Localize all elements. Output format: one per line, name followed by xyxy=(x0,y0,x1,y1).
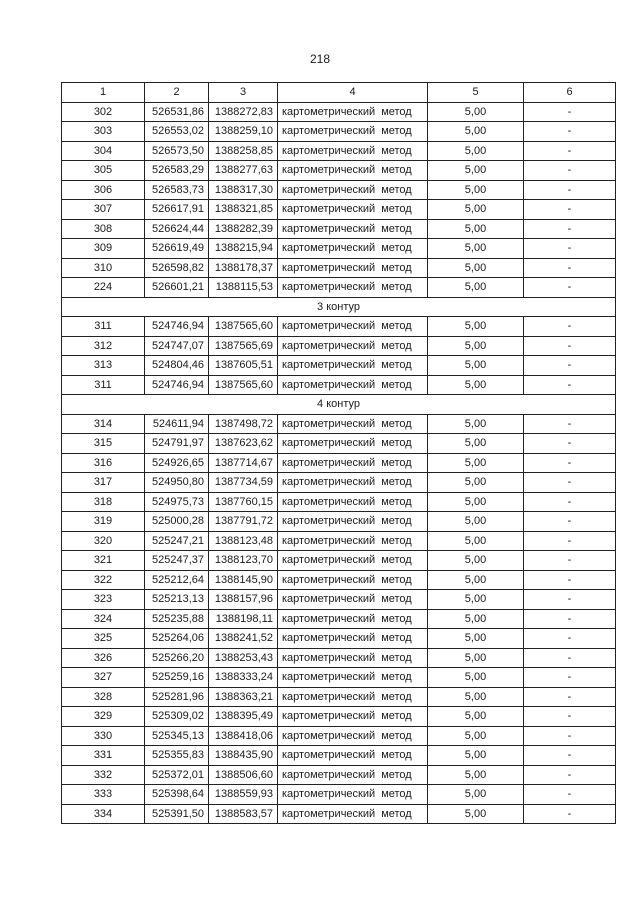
coord-x-cell: 526598,82 xyxy=(145,258,209,278)
note-cell: - xyxy=(524,492,616,512)
note-cell: - xyxy=(524,648,616,668)
point-number-cell: 322 xyxy=(62,570,145,590)
table-row xyxy=(62,122,616,142)
coordinates-table xyxy=(61,82,616,824)
coord-x-cell: 525259,16 xyxy=(145,668,209,688)
coord-y-cell: 1387605,51 xyxy=(209,356,278,376)
accuracy-cell: 5,00 xyxy=(428,765,524,785)
point-number-cell: 330 xyxy=(62,726,145,746)
note-cell: - xyxy=(524,141,616,161)
accuracy-cell: 5,00 xyxy=(428,258,524,278)
table-row xyxy=(62,317,616,337)
coord-x-cell: 525355,83 xyxy=(145,746,209,766)
accuracy-cell: 5,00 xyxy=(428,492,524,512)
coord-x-cell: 524611,94 xyxy=(145,414,209,434)
note-cell: - xyxy=(524,746,616,766)
point-number-cell: 326 xyxy=(62,648,145,668)
method-cell: картометрический метод xyxy=(278,375,428,395)
method-cell: картометрический метод xyxy=(278,453,428,473)
coord-y-cell: 1387498,72 xyxy=(209,414,278,434)
coord-x-cell: 525391,50 xyxy=(145,804,209,824)
table-row xyxy=(62,629,616,649)
header-col-5: 5 xyxy=(428,83,524,103)
table-row xyxy=(62,473,616,493)
coord-x-cell: 524950,80 xyxy=(145,473,209,493)
method-cell: картометрический метод xyxy=(278,180,428,200)
note-cell: - xyxy=(524,102,616,122)
point-number-cell: 323 xyxy=(62,590,145,610)
coord-x-cell: 524746,94 xyxy=(145,375,209,395)
coord-y-cell: 1388259,10 xyxy=(209,122,278,142)
table-row xyxy=(62,434,616,454)
point-number-cell: 324 xyxy=(62,609,145,629)
note-cell: - xyxy=(524,765,616,785)
coord-x-cell: 526583,29 xyxy=(145,161,209,181)
accuracy-cell: 5,00 xyxy=(428,122,524,142)
header-col-3: 3 xyxy=(209,83,278,103)
accuracy-cell: 5,00 xyxy=(428,707,524,727)
point-number-cell: 332 xyxy=(62,765,145,785)
coord-x-cell: 526573,50 xyxy=(145,141,209,161)
accuracy-cell: 5,00 xyxy=(428,200,524,220)
coord-x-cell: 525247,37 xyxy=(145,551,209,571)
coord-y-cell: 1388317,30 xyxy=(209,180,278,200)
method-cell: картометрический метод xyxy=(278,746,428,766)
coord-y-cell: 1388272,83 xyxy=(209,102,278,122)
note-cell: - xyxy=(524,317,616,337)
coord-y-cell: 1387791,72 xyxy=(209,512,278,532)
method-cell: картометрический метод xyxy=(278,590,428,610)
table-row xyxy=(62,590,616,610)
accuracy-cell: 5,00 xyxy=(428,434,524,454)
coord-x-cell: 524926,65 xyxy=(145,453,209,473)
accuracy-cell: 5,00 xyxy=(428,453,524,473)
table-row xyxy=(62,609,616,629)
table-row xyxy=(62,746,616,766)
header-col-6: 6 xyxy=(524,83,616,103)
coord-x-cell: 524804,46 xyxy=(145,356,209,376)
method-cell: картометрический метод xyxy=(278,141,428,161)
point-number-cell: 320 xyxy=(62,531,145,551)
point-number-cell: 329 xyxy=(62,707,145,727)
point-number-cell: 303 xyxy=(62,122,145,142)
accuracy-cell: 5,00 xyxy=(428,531,524,551)
method-cell: картометрический метод xyxy=(278,726,428,746)
note-cell: - xyxy=(524,453,616,473)
coord-x-cell: 525398,64 xyxy=(145,785,209,805)
coord-y-cell: 1388253,43 xyxy=(209,648,278,668)
point-number-cell: 311 xyxy=(62,317,145,337)
accuracy-cell: 5,00 xyxy=(428,551,524,571)
point-number-cell: 316 xyxy=(62,453,145,473)
coord-y-cell: 1387565,69 xyxy=(209,336,278,356)
note-cell: - xyxy=(524,180,616,200)
note-cell: - xyxy=(524,726,616,746)
coord-y-cell: 1388123,48 xyxy=(209,531,278,551)
coord-y-cell: 1387734,59 xyxy=(209,473,278,493)
point-number-cell: 321 xyxy=(62,551,145,571)
note-cell: - xyxy=(524,434,616,454)
method-cell: картометрический метод xyxy=(278,609,428,629)
coord-y-cell: 1387623,62 xyxy=(209,434,278,454)
method-cell: картометрический метод xyxy=(278,707,428,727)
coord-x-cell: 524791,97 xyxy=(145,434,209,454)
method-cell: картометрический метод xyxy=(278,356,428,376)
coord-y-cell: 1388282,39 xyxy=(209,219,278,239)
point-number-cell: 305 xyxy=(62,161,145,181)
coord-y-cell: 1388157,96 xyxy=(209,590,278,610)
coord-x-cell: 526601,21 xyxy=(145,278,209,298)
point-number-cell: 309 xyxy=(62,239,145,259)
method-cell: картометрический метод xyxy=(278,473,428,493)
coord-x-cell: 524975,73 xyxy=(145,492,209,512)
table-row xyxy=(62,570,616,590)
accuracy-cell: 5,00 xyxy=(428,180,524,200)
point-number-cell: 306 xyxy=(62,180,145,200)
method-cell: картометрический метод xyxy=(278,434,428,454)
accuracy-cell: 5,00 xyxy=(428,512,524,532)
table-row xyxy=(62,687,616,707)
coord-x-cell: 525264,06 xyxy=(145,629,209,649)
note-cell: - xyxy=(524,356,616,376)
section-label: 3 контур xyxy=(62,297,616,317)
coord-x-cell: 525372,01 xyxy=(145,765,209,785)
page-number: 218 xyxy=(309,52,331,66)
table-row xyxy=(62,648,616,668)
point-number-cell: 327 xyxy=(62,668,145,688)
note-cell: - xyxy=(524,239,616,259)
note-cell: - xyxy=(524,668,616,688)
accuracy-cell: 5,00 xyxy=(428,141,524,161)
table-row xyxy=(62,492,616,512)
accuracy-cell: 5,00 xyxy=(428,219,524,239)
note-cell: - xyxy=(524,687,616,707)
table-row xyxy=(62,531,616,551)
note-cell: - xyxy=(524,278,616,298)
note-cell: - xyxy=(524,531,616,551)
table-row xyxy=(62,161,616,181)
point-number-cell: 318 xyxy=(62,492,145,512)
note-cell: - xyxy=(524,200,616,220)
method-cell: картометрический метод xyxy=(278,219,428,239)
note-cell: - xyxy=(524,336,616,356)
table-row xyxy=(62,707,616,727)
table-row xyxy=(62,414,616,434)
method-cell: картометрический метод xyxy=(278,785,428,805)
accuracy-cell: 5,00 xyxy=(428,668,524,688)
table-row xyxy=(62,453,616,473)
method-cell: картометрический метод xyxy=(278,122,428,142)
coord-y-cell: 1388215,94 xyxy=(209,239,278,259)
section-row xyxy=(62,395,616,415)
coord-x-cell: 526553,02 xyxy=(145,122,209,142)
point-number-cell: 308 xyxy=(62,219,145,239)
table-row xyxy=(62,668,616,688)
accuracy-cell: 5,00 xyxy=(428,102,524,122)
coord-y-cell: 1388321,85 xyxy=(209,200,278,220)
coord-y-cell: 1388258,85 xyxy=(209,141,278,161)
note-cell: - xyxy=(524,629,616,649)
method-cell: картометрический метод xyxy=(278,765,428,785)
coord-y-cell: 1388178,37 xyxy=(209,258,278,278)
table-row xyxy=(62,141,616,161)
coord-x-cell: 525281,96 xyxy=(145,687,209,707)
note-cell: - xyxy=(524,785,616,805)
header-col-4: 4 xyxy=(278,83,428,103)
table-row xyxy=(62,785,616,805)
point-number-cell: 302 xyxy=(62,102,145,122)
accuracy-cell: 5,00 xyxy=(428,590,524,610)
note-cell: - xyxy=(524,122,616,142)
point-number-cell: 224 xyxy=(62,278,145,298)
table-row xyxy=(62,726,616,746)
coord-y-cell: 1388333,24 xyxy=(209,668,278,688)
table-row xyxy=(62,804,616,824)
accuracy-cell: 5,00 xyxy=(428,804,524,824)
accuracy-cell: 5,00 xyxy=(428,629,524,649)
coord-x-cell: 526617,91 xyxy=(145,200,209,220)
table-header xyxy=(62,83,616,103)
accuracy-cell: 5,00 xyxy=(428,161,524,181)
coord-y-cell: 1388241,52 xyxy=(209,629,278,649)
coord-y-cell: 1388395,49 xyxy=(209,707,278,727)
coord-x-cell: 524746,94 xyxy=(145,317,209,337)
header-row xyxy=(62,83,616,103)
note-cell: - xyxy=(524,414,616,434)
accuracy-cell: 5,00 xyxy=(428,375,524,395)
accuracy-cell: 5,00 xyxy=(428,570,524,590)
table-row xyxy=(62,765,616,785)
header-col-1: 1 xyxy=(62,83,145,103)
note-cell: - xyxy=(524,804,616,824)
note-cell: - xyxy=(524,375,616,395)
coord-y-cell: 1388198,11 xyxy=(209,609,278,629)
coord-x-cell: 524747,07 xyxy=(145,336,209,356)
coord-y-cell: 1387565,60 xyxy=(209,317,278,337)
coord-x-cell: 526619,49 xyxy=(145,239,209,259)
point-number-cell: 317 xyxy=(62,473,145,493)
coord-x-cell: 525247,21 xyxy=(145,531,209,551)
note-cell: - xyxy=(524,551,616,571)
coord-y-cell: 1388583,57 xyxy=(209,804,278,824)
point-number-cell: 334 xyxy=(62,804,145,824)
table-row xyxy=(62,239,616,259)
coord-x-cell: 526531,86 xyxy=(145,102,209,122)
method-cell: картометрический метод xyxy=(278,668,428,688)
table-row xyxy=(62,375,616,395)
point-number-cell: 319 xyxy=(62,512,145,532)
accuracy-cell: 5,00 xyxy=(428,356,524,376)
method-cell: картометрический метод xyxy=(278,336,428,356)
point-number-cell: 307 xyxy=(62,200,145,220)
coord-y-cell: 1388418,06 xyxy=(209,726,278,746)
coord-x-cell: 525212,64 xyxy=(145,570,209,590)
point-number-cell: 315 xyxy=(62,434,145,454)
coord-x-cell: 525000,28 xyxy=(145,512,209,532)
coord-y-cell: 1388145,90 xyxy=(209,570,278,590)
method-cell: картометрический метод xyxy=(278,102,428,122)
note-cell: - xyxy=(524,258,616,278)
point-number-cell: 312 xyxy=(62,336,145,356)
accuracy-cell: 5,00 xyxy=(428,609,524,629)
note-cell: - xyxy=(524,161,616,181)
coord-y-cell: 1387714,67 xyxy=(209,453,278,473)
point-number-cell: 310 xyxy=(62,258,145,278)
coord-x-cell: 525235,88 xyxy=(145,609,209,629)
table-row xyxy=(62,512,616,532)
coord-x-cell: 525309,02 xyxy=(145,707,209,727)
coord-x-cell: 525266,20 xyxy=(145,648,209,668)
accuracy-cell: 5,00 xyxy=(428,726,524,746)
header-col-2: 2 xyxy=(145,83,209,103)
point-number-cell: 331 xyxy=(62,746,145,766)
accuracy-cell: 5,00 xyxy=(428,785,524,805)
accuracy-cell: 5,00 xyxy=(428,278,524,298)
table-row xyxy=(62,102,616,122)
coord-x-cell: 526624,44 xyxy=(145,219,209,239)
table-row xyxy=(62,180,616,200)
point-number-cell: 333 xyxy=(62,785,145,805)
coord-y-cell: 1387565,60 xyxy=(209,375,278,395)
coord-x-cell: 525345,13 xyxy=(145,726,209,746)
accuracy-cell: 5,00 xyxy=(428,336,524,356)
coord-x-cell: 525213,13 xyxy=(145,590,209,610)
method-cell: картометрический метод xyxy=(278,804,428,824)
method-cell: картометрический метод xyxy=(278,258,428,278)
accuracy-cell: 5,00 xyxy=(428,746,524,766)
method-cell: картометрический метод xyxy=(278,161,428,181)
note-cell: - xyxy=(524,570,616,590)
table-row xyxy=(62,336,616,356)
table-body xyxy=(62,102,616,824)
accuracy-cell: 5,00 xyxy=(428,648,524,668)
table-row xyxy=(62,551,616,571)
table-row xyxy=(62,258,616,278)
coord-y-cell: 1388115,53 xyxy=(209,278,278,298)
method-cell: картометрический метод xyxy=(278,414,428,434)
point-number-cell: 313 xyxy=(62,356,145,376)
table-row xyxy=(62,200,616,220)
point-number-cell: 328 xyxy=(62,687,145,707)
coord-y-cell: 1388277,63 xyxy=(209,161,278,181)
accuracy-cell: 5,00 xyxy=(428,239,524,259)
accuracy-cell: 5,00 xyxy=(428,687,524,707)
method-cell: картометрический метод xyxy=(278,512,428,532)
point-number-cell: 314 xyxy=(62,414,145,434)
method-cell: картометрический метод xyxy=(278,278,428,298)
coord-y-cell: 1388559,93 xyxy=(209,785,278,805)
method-cell: картометрический метод xyxy=(278,492,428,512)
accuracy-cell: 5,00 xyxy=(428,414,524,434)
coord-y-cell: 1388363,21 xyxy=(209,687,278,707)
point-number-cell: 304 xyxy=(62,141,145,161)
note-cell: - xyxy=(524,707,616,727)
method-cell: картометрический метод xyxy=(278,531,428,551)
note-cell: - xyxy=(524,473,616,493)
coord-x-cell: 526583,73 xyxy=(145,180,209,200)
method-cell: картометрический метод xyxy=(278,648,428,668)
coord-y-cell: 1388123,70 xyxy=(209,551,278,571)
method-cell: картометрический метод xyxy=(278,551,428,571)
coord-y-cell: 1387760,15 xyxy=(209,492,278,512)
note-cell: - xyxy=(524,219,616,239)
table-row xyxy=(62,278,616,298)
note-cell: - xyxy=(524,590,616,610)
method-cell: картометрический метод xyxy=(278,570,428,590)
method-cell: картометрический метод xyxy=(278,629,428,649)
method-cell: картометрический метод xyxy=(278,239,428,259)
section-label: 4 контур xyxy=(62,395,616,415)
point-number-cell: 311 xyxy=(62,375,145,395)
accuracy-cell: 5,00 xyxy=(428,473,524,493)
method-cell: картометрический метод xyxy=(278,317,428,337)
table-row xyxy=(62,219,616,239)
accuracy-cell: 5,00 xyxy=(428,317,524,337)
method-cell: картометрический метод xyxy=(278,687,428,707)
note-cell: - xyxy=(524,609,616,629)
note-cell: - xyxy=(524,512,616,532)
section-row xyxy=(62,297,616,317)
coord-y-cell: 1388506,60 xyxy=(209,765,278,785)
point-number-cell: 325 xyxy=(62,629,145,649)
method-cell: картометрический метод xyxy=(278,200,428,220)
coord-y-cell: 1388435,90 xyxy=(209,746,278,766)
table-row xyxy=(62,356,616,376)
